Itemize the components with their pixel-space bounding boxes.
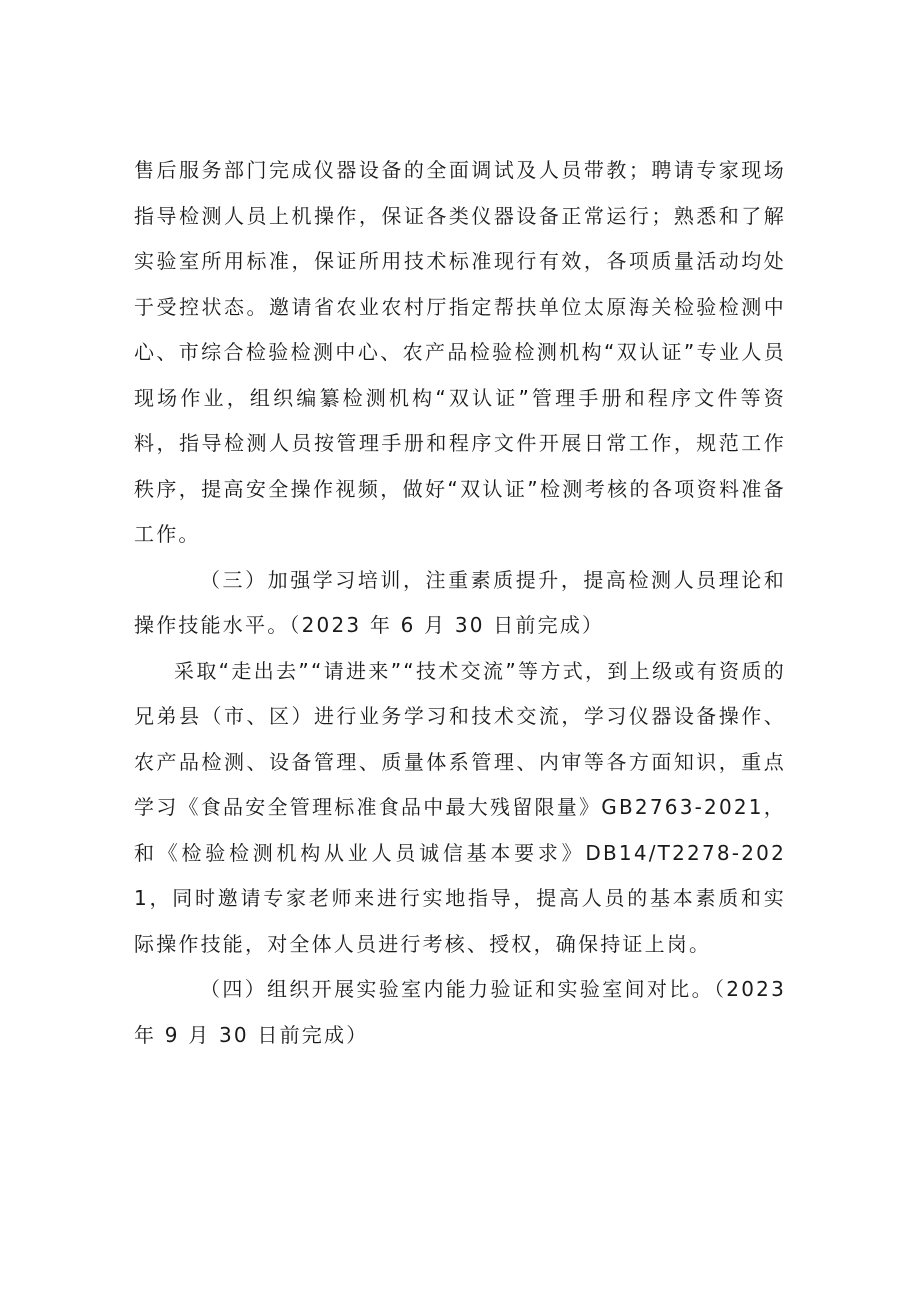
paragraph-training: 采取“走出去”“请进来”“技术交流”等方式，到上级或有资质的兄弟县（市、区）进行业务学习和技术交流，学习仪器设备操作、农产品检测、设备管理、质量体系管理、内审等各方面知识，重点学习《食品安全管理标准食品中最大残留限量》GB2763-2021，和《检验检测机构从业人员诚信基本要求》DB14/T2278-2021，同时邀请专家老师来进行实地指导，提高人员的基本素质和实际操作技能，对全体人员进行考核、授权，确保持证上岗。 bbox=[134, 658, 786, 956]
paragraph-continuation: 售后服务部门完成仪器设备的全面调试及人员带教；聘请专家现场指导检测人员上机操作，保证各类仪器设备正常运行；熟悉和了解实验室所用标准，保证所用技术标准现行有效，各项质量活动均处于受控状态。邀请省农业农村厅指定帮扶单位太原海关检验检测中心、市综合检验检测中心、农产品检验检测机构“双认证”专业人员现场作业，组织编纂检测机构“双认证”管理手册和程序文件等资料，指导检测人员按管理手册和程序文件开展日常工作，规范工作秩序，提高安全操作视频，做好“双认证”检测考核的各项资料准备工作。 bbox=[134, 158, 786, 546]
document-body bbox=[134, 148, 786, 1058]
section-heading-three: （三）加强学习培训，注重素质提升，提高检测人员理论和操作技能水平。（2023 年 6 月 30 日前完成） bbox=[134, 567, 786, 637]
section-heading-four: （四）组织开展实验室内能力验证和实验室间对比。（2023 年 9 月 30 日前完成） bbox=[134, 977, 786, 1047]
